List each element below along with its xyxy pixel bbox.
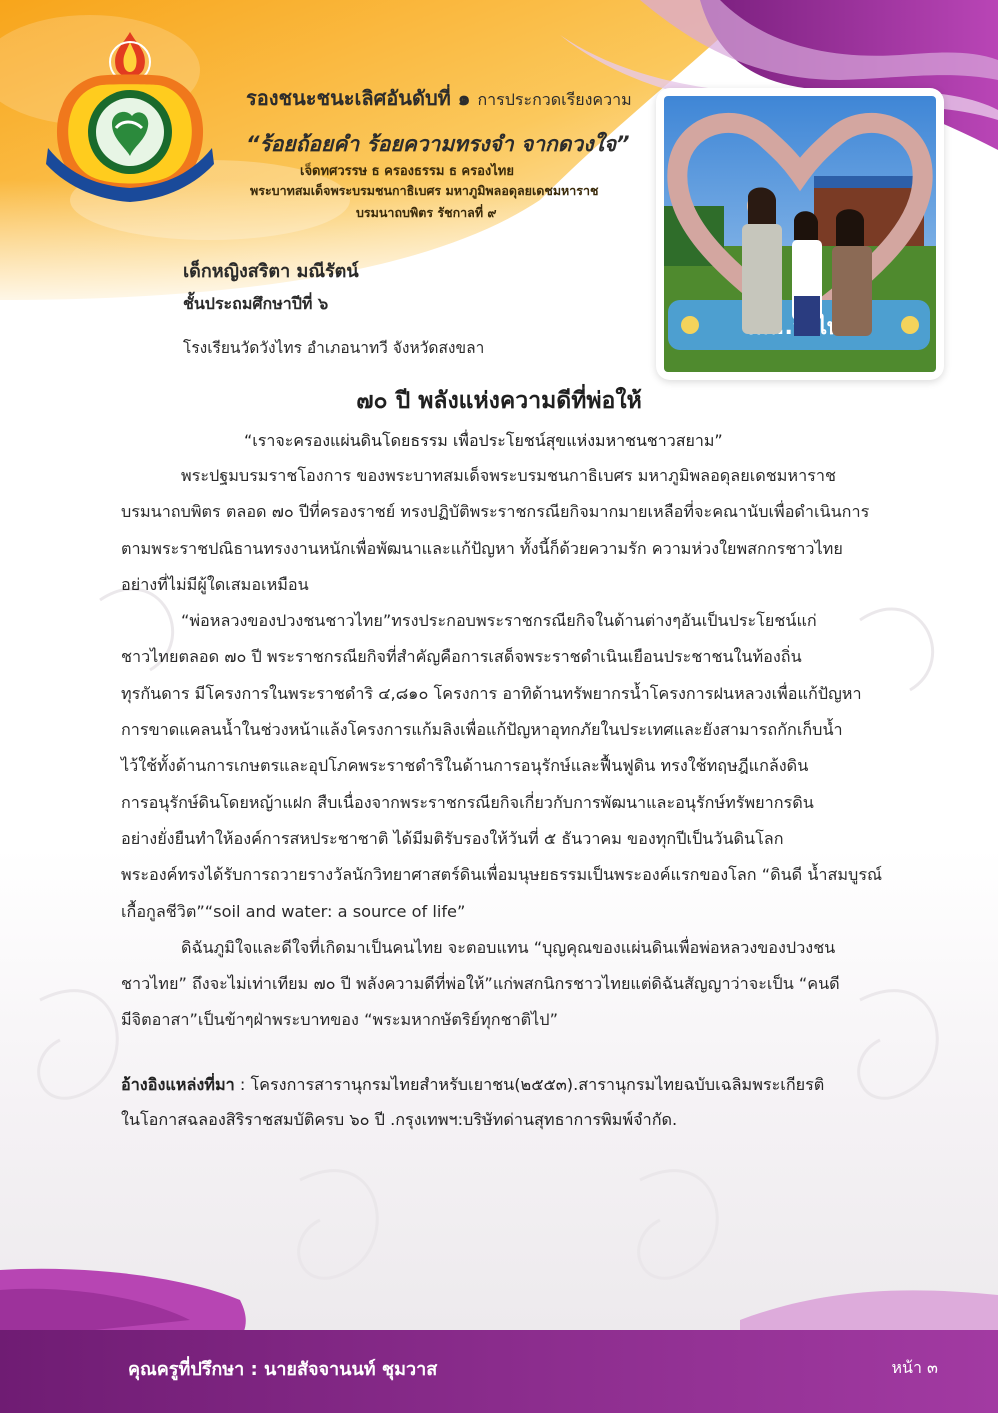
paragraph-line: อย่างยั่งยืนทำให้องค์การสหประชาชาติ ได้มีมติรับรองให้วันที่ ๕ ธันวาคม ของทุกปีเป็นวันดินโลก bbox=[121, 828, 784, 848]
page-number: หน้า ๓ bbox=[891, 1358, 938, 1377]
paragraph-line: ไว้ใช้ทั้งด้านการเกษตรและอุปโภคพระราชดำริในด้านการอนุรักษ์และฟื้นฟูดิน ทรงใช้ทฤษฎีแกล้งดิน bbox=[121, 756, 809, 776]
reference bbox=[121, 1067, 941, 1137]
student-photo bbox=[664, 96, 936, 372]
paragraph-line: พระองค์ทรงได้รับการถวายรางวัลนักวิทยาศาสตร์ดินเพื่อมนุษยธรรมเป็นพระองค์แรกของโลก “ดินดี น้ำสมบูรณ์ bbox=[121, 865, 883, 885]
paragraph-line: ชาวไทยตลอด ๗๐ ปี พระราชกรณียกิจที่สำคัญคือการเสด็จพระราชดำเนินเยือนประชาชนในท้องถิ่น bbox=[121, 647, 802, 667]
reference-label: อ้างอิงแหล่งที่มา bbox=[121, 1075, 235, 1094]
reference-line-2: ในโอกาสฉลองสิริราชสมบัติครบ ๖๐ ปี .กรุงเทพฯ:บริษัทด่านสุทธาการพิมพ์จำกัด. bbox=[121, 1110, 678, 1129]
essay-title: ๗๐ ปี พลังแห่งความดีที่พ่อให้ bbox=[356, 388, 642, 414]
paragraph-line: เกื้อกูลชีวิต”“soil and water: a source of life” bbox=[121, 901, 466, 921]
award-line bbox=[246, 82, 632, 114]
paragraph-line: บรมนาถบพิตร ตลอด ๗๐ ปีที่ครองราชย์ ทรงปฏิบัติพระราชกรณียกิจมากมายเหลือที่จะคณานับเพื่อดำเนินการ bbox=[121, 502, 870, 522]
reference-text: : โครงการสารานุกรมไทยสำหรับเยาชน(๒๕๕๓).สารานุกรมไทยฉบับเฉลิมพระเกียรติ bbox=[234, 1075, 825, 1094]
paragraph-line: ชาวไทย” ถึงจะไม่เท่าเทียม ๗๐ ปี พลังความดีที่พ่อให้”แก่พสกนิกรชาวไทยแต่ดิฉันสัญญาว่าจะเป็น “คนดี bbox=[121, 974, 840, 994]
paragraph-line: การขาดแคลนน้ำในช่วงหน้าแล้งโครงการแก้มลิงเพื่อแก้ปัญหาอุทกภัยในประเทศและยังสามารถกักเก็บน้ำ bbox=[121, 720, 843, 740]
essay-body bbox=[121, 458, 941, 1039]
reference-line-1 bbox=[121, 1067, 941, 1102]
reign-line: บรมนาถบพิตร รัชกาลที่ ๙ bbox=[356, 205, 497, 220]
paragraph-line: การอนุรักษ์ดินโดยหญ้าแฝก สืบเนื่องจากพระราชกรณียกิจเกี่ยวกับการพัฒนาและอนุรักษ์ทรัพยากรดิน bbox=[121, 792, 814, 812]
paragraph-2 bbox=[121, 603, 941, 930]
contest-label: การประกวดเรียงความ bbox=[477, 90, 632, 109]
king-name-line: พระบาทสมเด็จพระบรมชนกาธิเบศร มหาภูมิพลอดุลยเดชมหาราช bbox=[250, 183, 599, 198]
paragraph-line: ดิฉันภูมิใจและดีใจที่เกิดมาเป็นคนไทย จะตอบแทน “บุญคุณของแผ่นดินเพื่อพ่อหลวงของปวงชน bbox=[181, 937, 836, 957]
paragraph-line: “พ่อหลวงของปวงชนชาวไทย”ทรงประกอบพระราชกรณียกิจในด้านต่างๆอันเป็นประโยชน์แก่ bbox=[181, 611, 817, 631]
paragraph-line: พระปฐมบรมราชโองการ ของพระบาทสมเด็จพระบรมชนกาธิเบศร มหาภูมิพลอดุลยเดชมหาราช bbox=[181, 466, 836, 485]
student-school: โรงเรียนวัดวังไทร อำเภอนาทวี จังหวัดสงขลา bbox=[183, 339, 485, 357]
award-rank: รองชนะชนะเลิศอันดับที่ ๑ bbox=[246, 86, 471, 110]
contest-title: “ร้อยถ้อยคำ ร้อยความทรงจำ จากดวงใจ” bbox=[246, 132, 630, 156]
student-grade: ชั้นประถมศึกษาปีที่ ๖ bbox=[183, 294, 329, 313]
paragraph-line: อย่างที่ไม่มีผู้ใดเสมอเหมือน bbox=[121, 574, 309, 594]
office-logo bbox=[42, 28, 218, 206]
paragraph-1 bbox=[121, 458, 941, 603]
paragraph-line: ทุรกันดาร มีโครงการในพระราชดำริ ๔,๘๑๐ โครงการ อาทิด้านทรัพยากรน้ำโครงการฝนหลวงเพื่อแก้ปัญหา bbox=[121, 683, 862, 703]
paragraph-line: ตามพระราชปณิธานทรงงานหนักเพื่อพัฒนาและแก้ปัญหา ทั้งนี้ก็ด้วยความรัก ความห่วงใยพสกกรชาวไทย bbox=[121, 538, 843, 558]
contest-subtitle: เจ็ดทศวรรษ ธ ครองธรรม ธ ครองไทย bbox=[300, 164, 514, 179]
student-name: เด็กหญิงสริตา มณีรัตน์ bbox=[183, 261, 359, 282]
paragraph-line: มีจิตอาสา”เป็นข้าๆฝ่าพระบาทของ “พระมหากษัตริย์ทุกชาติไป” bbox=[121, 1010, 558, 1030]
paragraph-3 bbox=[121, 930, 941, 1039]
essay-quote: “เราจะครองแผ่นดินโดยธรรม เพื่อประโยชน์สุขแห่งมหาชนชาวสยาม” bbox=[244, 431, 723, 450]
advisor-name: คุณครูที่ปรึกษา : นายสัจจานนท์ ชุมวาส bbox=[128, 1359, 438, 1380]
